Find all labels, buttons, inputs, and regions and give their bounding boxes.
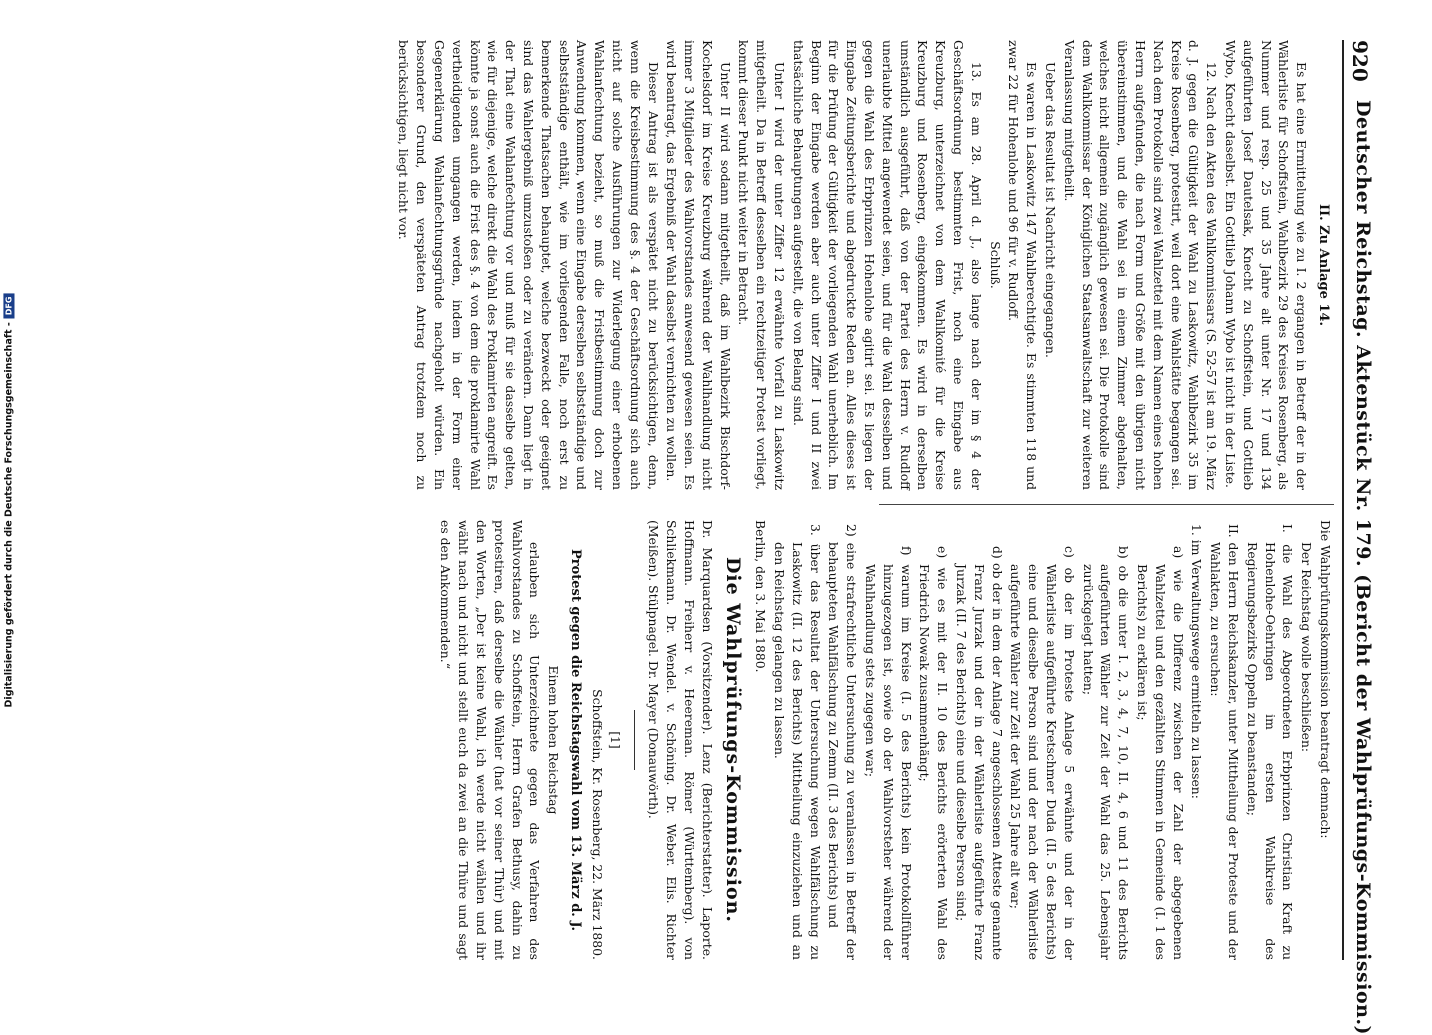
paragraph: Unter I wird der unter Ziffer 12 erwähnte Vorfall zu Laskowitz mitgetheilt. Da in Betreff desselben ein rechtzeitiger Protest vorliegt, kommt dieser Punkt nicht weiter in Betracht.	[736, 40, 788, 490]
section-heading: II. Zu Anlage 14.	[1316, 203, 1331, 327]
motion-item: 3. über das Resultat der Untersuchung wegen Wahlfälschung zu Laskowitz (II. 12 des Berichts) Mittheilung einzuziehen und an den Reichstag gelangen zu lassen.	[772, 524, 823, 960]
motion-subitem: c) ob der im Proteste Anlage 5 erwähnte und der in der Wählerliste aufgeführte Kretschmer Duda (II. 5 des Berichts) eine und dieselbe Person sind und der nach der Wählerliste aufgeführte Wähler zur Zeit der Wahl 25 Jahre alt war;	[1008, 546, 1077, 960]
header-rule	[1342, 40, 1344, 960]
digitization-credit-text	[4, 293, 15, 707]
date-line: Berlin, den 3. Mai 1880.	[753, 520, 769, 673]
motion-subitem: a) wie die Differenz zwischen der Zahl der abgegebenen Wahlzettel und den gezählten Stimmen in Gemeinde (I. 1 des Berichts) zu erklären ist;	[1135, 546, 1186, 960]
digitization-credit	[2, 0, 16, 1000]
motion-subitem: f) warum im Kreise (I. 5 des Berichts) kein Protokollführer hinzugezogen ist, sowie ob der Wahlvorsteher während der Wahlhandlung stets zugegen war;	[863, 546, 914, 960]
page-number: 920	[1348, 40, 1372, 82]
paragraph: Ueber das Resultat ist Nachricht eingegangen.	[1043, 62, 1059, 358]
commission-members: Dr. Marquardsen (Vorsitzender). Lenz (Berichterstatter). Laporte. Hoffmann. Freiherr v. Heereman. Römer (Württemberg). von Schliekmann. Dr. Wendel. v. Schöning. Dr. Weber. Elis. Richter (Meißen). Stülpnagel. Dr. Mayer (Donauwörth).	[646, 520, 715, 960]
salutation: Einem hohen Reichstag	[546, 665, 562, 815]
protest-text: erlauben sich Unterzeichnete gegen das Verfahren des Wahlvorstandes zu Schoffstein, Herrn Grafen Bethusy, dahin zu protestiren, daß derselbe die Wähler (hat vor seiner Thür) und mit den Worten, „Der ist keine Wahl, ich werde nicht wählen und ihr wählt nach und nicht und stellt euch da zwei an die Thüre und sagt es den Ankommenden.“	[438, 520, 543, 960]
paragraph: Dieser Antrag ist als verspätet nicht zu berücksichtigen, denn, wenn die Kreisbestimmung des §. 4 der Geschäftsordnung sich auch nicht auf solche Ausführungen zur Widerlegung einer erhobenen Wahlanfechtung bezieht, so muß die Fristbestimmung doch zur Anwendung kommen, wenn eine Eingabe derselben selbstständige und selbstständige enthält, wie im vorliegenden Falle, noch erst zu bemerkende Thatsachen behauptet, welche bezweckt oder geeignet sind das Wahlergebniß umzustoßen oder zu verändern. Dann liegt in der That eine Wahlanfechtung vor und muß für sie dasselbe gelten, wie für diejenige, welche direkt die Wahl des Proklamirten angreift. Es könnte ja sonst auch die Frist des §. 4 von dem die proklamirte Wahl vertheidigenden umgangen werden, indem in der Form einer Gegenerklärung Wahlanfechtungsgründe nachgeholt würden. Ein besonderer Grund, den verspäteten Antrag trotzdem noch zu berücksichtigen, liegt nicht vor.	[396, 40, 661, 490]
attachment-marker: [1]	[607, 731, 623, 749]
commission-heading: Die Wahlprüfungs-Kommission.	[722, 556, 745, 924]
motion-item: I. die Wahl des Abgeordneten Erbprinzen Christian Kraft zu Hohenlohe-Oehringen im ersten Wahlkreise des Regierungsbezirks Oppeln zu beanstanden;	[1244, 524, 1296, 960]
intro-line: Der Reichstag wolle beschließen:	[1299, 542, 1315, 753]
paragraph: 12. Nach den Akten des Wahlkommissars (S. 52-57 ist am 19. März d. J. gegen die Gültigkeit der Wahl zu Laskowitz, Wahlbezirk 35 im Kreise Rosenberg, protestirt, weil dort eine Wahlstätte begangen sei. Nach dem Protokolle sind zwei Wahlzettel mit dem Namen eines hohen Herrn aufgefunden, die nach Form und Größe mit den übrigen nicht übereinstimmen, und die Wahl sei in einem Zimmer abgehalten, welches nicht allgemein zugänglich gewesen sei. Die Protokolle sind dem Wahlkommissar der Königlichen Staatsanwaltschaft zur weiteren Veranlassung mitgetheilt.	[1061, 40, 1220, 490]
intro-line: Die Wahlprüfungskommission beantragt demnach:	[1318, 520, 1333, 839]
paragraph-closing: Schluß.	[987, 241, 1003, 289]
motion-subitem: b) ob die unter I. 2, 3, 4, 7, 10, II. 4, 6 und 11 des Berichts aufgeführten Wähler zur Zeit der Wahl das 25. Lebensjahr zurückgelegt hatten;	[1080, 546, 1132, 960]
motion-item: II. den Herrn Reichskanzler, unter Mittheilung der Proteste und der Wahlakten, zu ersuchen:	[1208, 524, 1242, 960]
left-column	[394, 40, 1334, 490]
right-column	[436, 520, 1334, 960]
dfg-logo: DFG	[4, 293, 15, 318]
column-divider	[879, 504, 1334, 505]
paragraph: Es waren in Laskowitz 147 Wahlberechtigte. Es stimmten 118 und zwar 22 für Hohenlohe und 96 für v. Rudloff.	[1006, 40, 1040, 490]
motion-subitem: d) ob der in dem der Anlage 7 angeschlossenen Atteste genannte Franz Jurzak und der in der Wählerliste aufgeführte Franz Jurzak (II. 7 des Berichts) eine und dieselbe Person sind;	[954, 546, 1005, 960]
paragraph: 13. Es am 28. April d. J., also lange nach der im § 4 der Geschäftsordnung bestimmten Frist, noch eine Eingabe aus Kreuzburg, unterzeichnet von dem Wahlkomité für die Kreise Kreuzburg und Rosenberg, eingekommen. Es wird in derselben umständlich ausgeführt, daß von der Partei des Herrn v. Rudloff unerlaubte Mittel angewendet seien, und für die Wahl desselben und gegen die Wahl des Erbprinzen Hohenlohe agitirt sei. Es liegen der Eingabe Zeitungsberichte und abgedruckte Reden an. Alles dieses ist für die Prüfung der Gültigkeit der vorliegenden Wahl unerheblich. Im Beginn der Eingabe werden aber auch unter Ziffer I und II zwei thatsächliche Behauptungen aufgestellt, die von Belang sind.	[790, 40, 984, 490]
motion-subitem: e) wie es mit der II. 10 des Berichts erörterten Wahl des Friedrich Nowak zusammenhängt;	[917, 546, 951, 960]
motion-item: 1. im Verwaltungswege ermitteln zu lassen:	[1189, 524, 1205, 799]
protest-heading: Protest gegen die Reichstagswahl vom 13. März d. J.	[567, 548, 583, 932]
attachment-place-date: Schoffstein, Kr. Rosenberg, 22. März 1880.	[589, 689, 605, 960]
separator-rule	[634, 710, 635, 770]
paragraph: Unter II wird sodann mitgetheilt, daß im Wahlbezirk Bischdorf-Kochelsdorf im Kreise Kreuzburg während der Wahlhandlung nicht immer 3 Mitglieder des Wahlvorstandes anwesend gewesen seien. Es wird beantragt, das Ergebniß der Wahl daselbst vernichten zu wollen.	[664, 40, 733, 490]
footer-text: Digitalisierung gefördert durch die Deutsche Forschungsgemeinschaft -	[3, 321, 15, 707]
paragraph: Es hat eine Ermittelung wie zu I. 2 ergangen in Betreff der in der Wählerliste für Schoffstein, Wahlbezirk 29 des Kreises Rosenberg, als Nummer und resp. 25 und 35 Jahre alt unter Nr. 17 und 134 aufgeführten Josef Dautelsak, Knecht zu Schoffstein, und Gottlieb Wybo, Knecht daselbst. Ein Gottlieb Johann Wybo ist nicht in der Liste.	[1223, 40, 1310, 490]
page-header-title: Deutscher Reichstag. Aktenstück Nr. 179. (Bericht der Wahlprüfungs-Kommission.)	[1352, 100, 1374, 1035]
motion-item: 2) eine strafrechtliche Untersuchung zu veranlassen in Betreff der behaupteten Wahlfälschung zu Zemm (II. 3 des Berichts) und	[826, 524, 860, 960]
